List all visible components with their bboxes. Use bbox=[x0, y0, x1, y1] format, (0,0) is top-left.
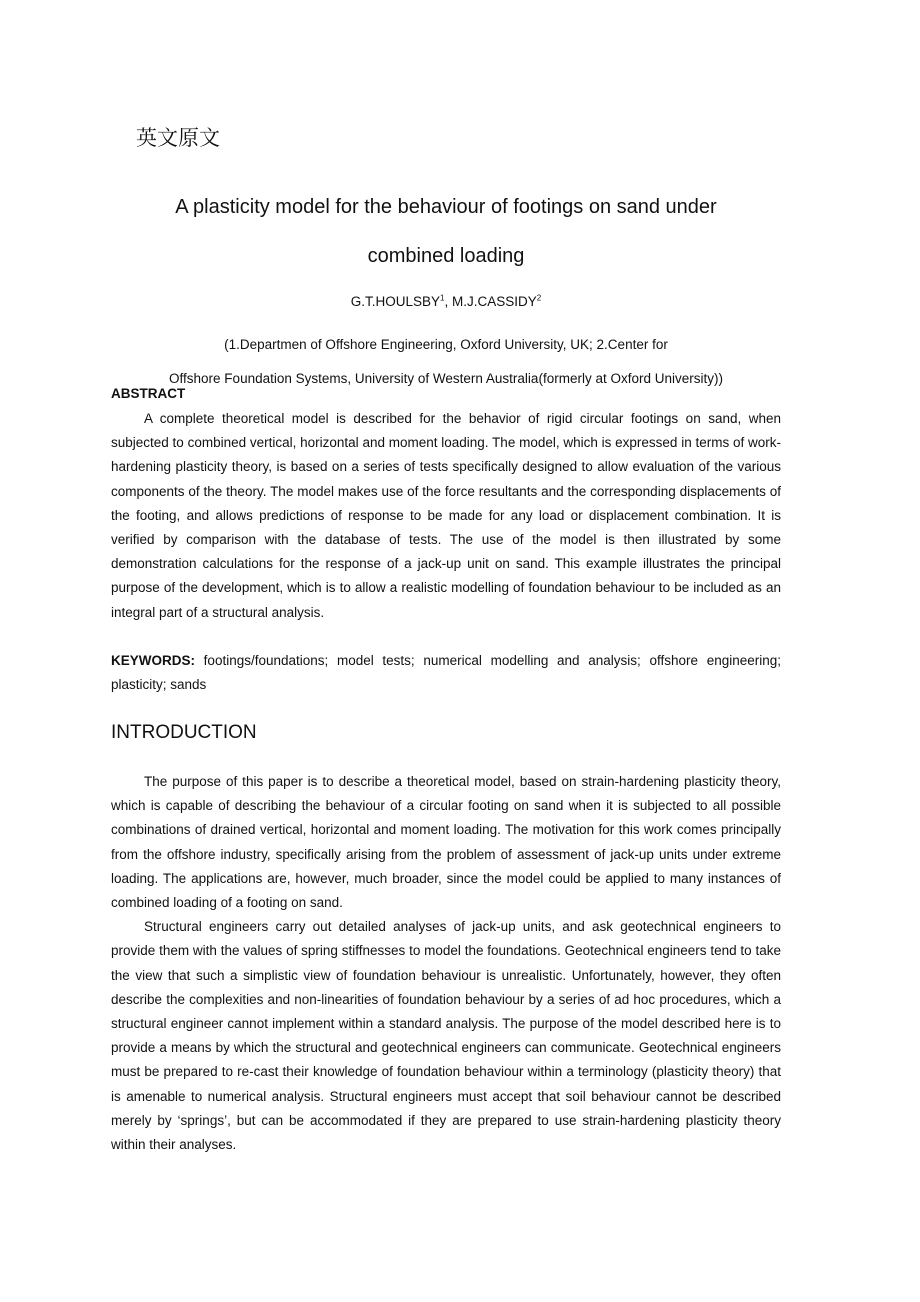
paper-title bbox=[111, 183, 781, 281]
affiliation-line-2: Offshore Foundation Systems, University of Western Australia(formerly at Oxford University)) bbox=[169, 371, 723, 386]
introduction-heading: INTRODUCTION bbox=[111, 722, 257, 743]
keywords-label: KEYWORDS: bbox=[111, 653, 195, 668]
introduction-body bbox=[111, 770, 781, 1157]
abstract-heading: ABSTRACT bbox=[111, 386, 186, 401]
keywords-text: footings/foundations; model tests; numerical modelling and analysis; offshore engineering; plasticity; sands bbox=[111, 653, 781, 693]
section-label-cn: 英文原文 bbox=[136, 126, 220, 150]
author-1-affil-mark: 1 bbox=[440, 293, 445, 303]
authors bbox=[111, 294, 781, 309]
title-line-1: A plasticity model for the behaviour of footings on sand under bbox=[175, 196, 717, 218]
author-1: G.T.HOULSBY bbox=[350, 294, 441, 309]
abstract bbox=[111, 407, 781, 625]
author-separator: , bbox=[444, 294, 453, 309]
author-2-affil-mark: 2 bbox=[536, 293, 542, 303]
author-2: M.J.CASSIDY bbox=[452, 294, 537, 309]
title-line-2: combined loading bbox=[367, 245, 525, 267]
affiliation-line-1: (1.Departmen of Offshore Engineering, Oxford University, UK; 2.Center for bbox=[224, 337, 668, 352]
affiliations bbox=[111, 328, 781, 396]
intro-paragraph-2: Structural engineers carry out detailed analyses of jack-up units, and ask geotechnical engineers to provide them with the values of spring stiffnesses to model the foundations. Geotechnical engineers tend to take the view that such a simplistic view of foundation behaviour is unrealistic. Unfortunately, however, they often describe the complexities and non-linearities of foundation behaviour by a series of ad hoc procedures, which a structural engineer cannot implement within a standard analysis. The purpose of the model described here is to provide a means by which the structural and geotechnical engineers can communicate. Geotechnical engineers must be prepared to re-cast their knowledge of foundation behaviour within a terminology (plasticity theory) that is amenable to numerical analysis. Structural engineers must accept that soil behaviour cannot be described merely by ‘springs’, but can be accommodated if they are prepared to use strain-hardening plasticity theory within their analyses. bbox=[111, 919, 781, 1153]
abstract-text: A complete theoretical model is described for the behavior of rigid circular footings on sand, when subjected to combined vertical, horizontal and moment loading. The model, which is expressed in terms of work-hardening plasticity theory, is based on a series of tests specifically designed to allow evaluation of the various components of the theory. The model makes use of the force resultants and the corresponding displacements of the footing, and allows predictions of response to be made for any load or displacement combination. It is verified by comparison with the database of tests. The use of the model is then illustrated by some demonstration calculations for the response of a jack-up unit on sand. This example illustrates the principal purpose of the development, which is to allow a realistic modelling of foundation behaviour to be included as an integral part of a structural analysis. bbox=[111, 411, 781, 620]
intro-paragraph-1: The purpose of this paper is to describe a theoretical model, based on strain-hardening plasticity theory, which is capable of describing the behaviour of a circular footing on sand when it is subjected to all possible combinations of drained vertical, horizontal and moment loading. The motivation for this work comes principally from the offshore industry, specifically arising from the problem of assessment of jack-up units under extreme loading. The applications are, however, much broader, since the model could be applied to many instances of combined loading of a footing on sand. bbox=[111, 774, 781, 911]
keywords bbox=[111, 649, 781, 697]
